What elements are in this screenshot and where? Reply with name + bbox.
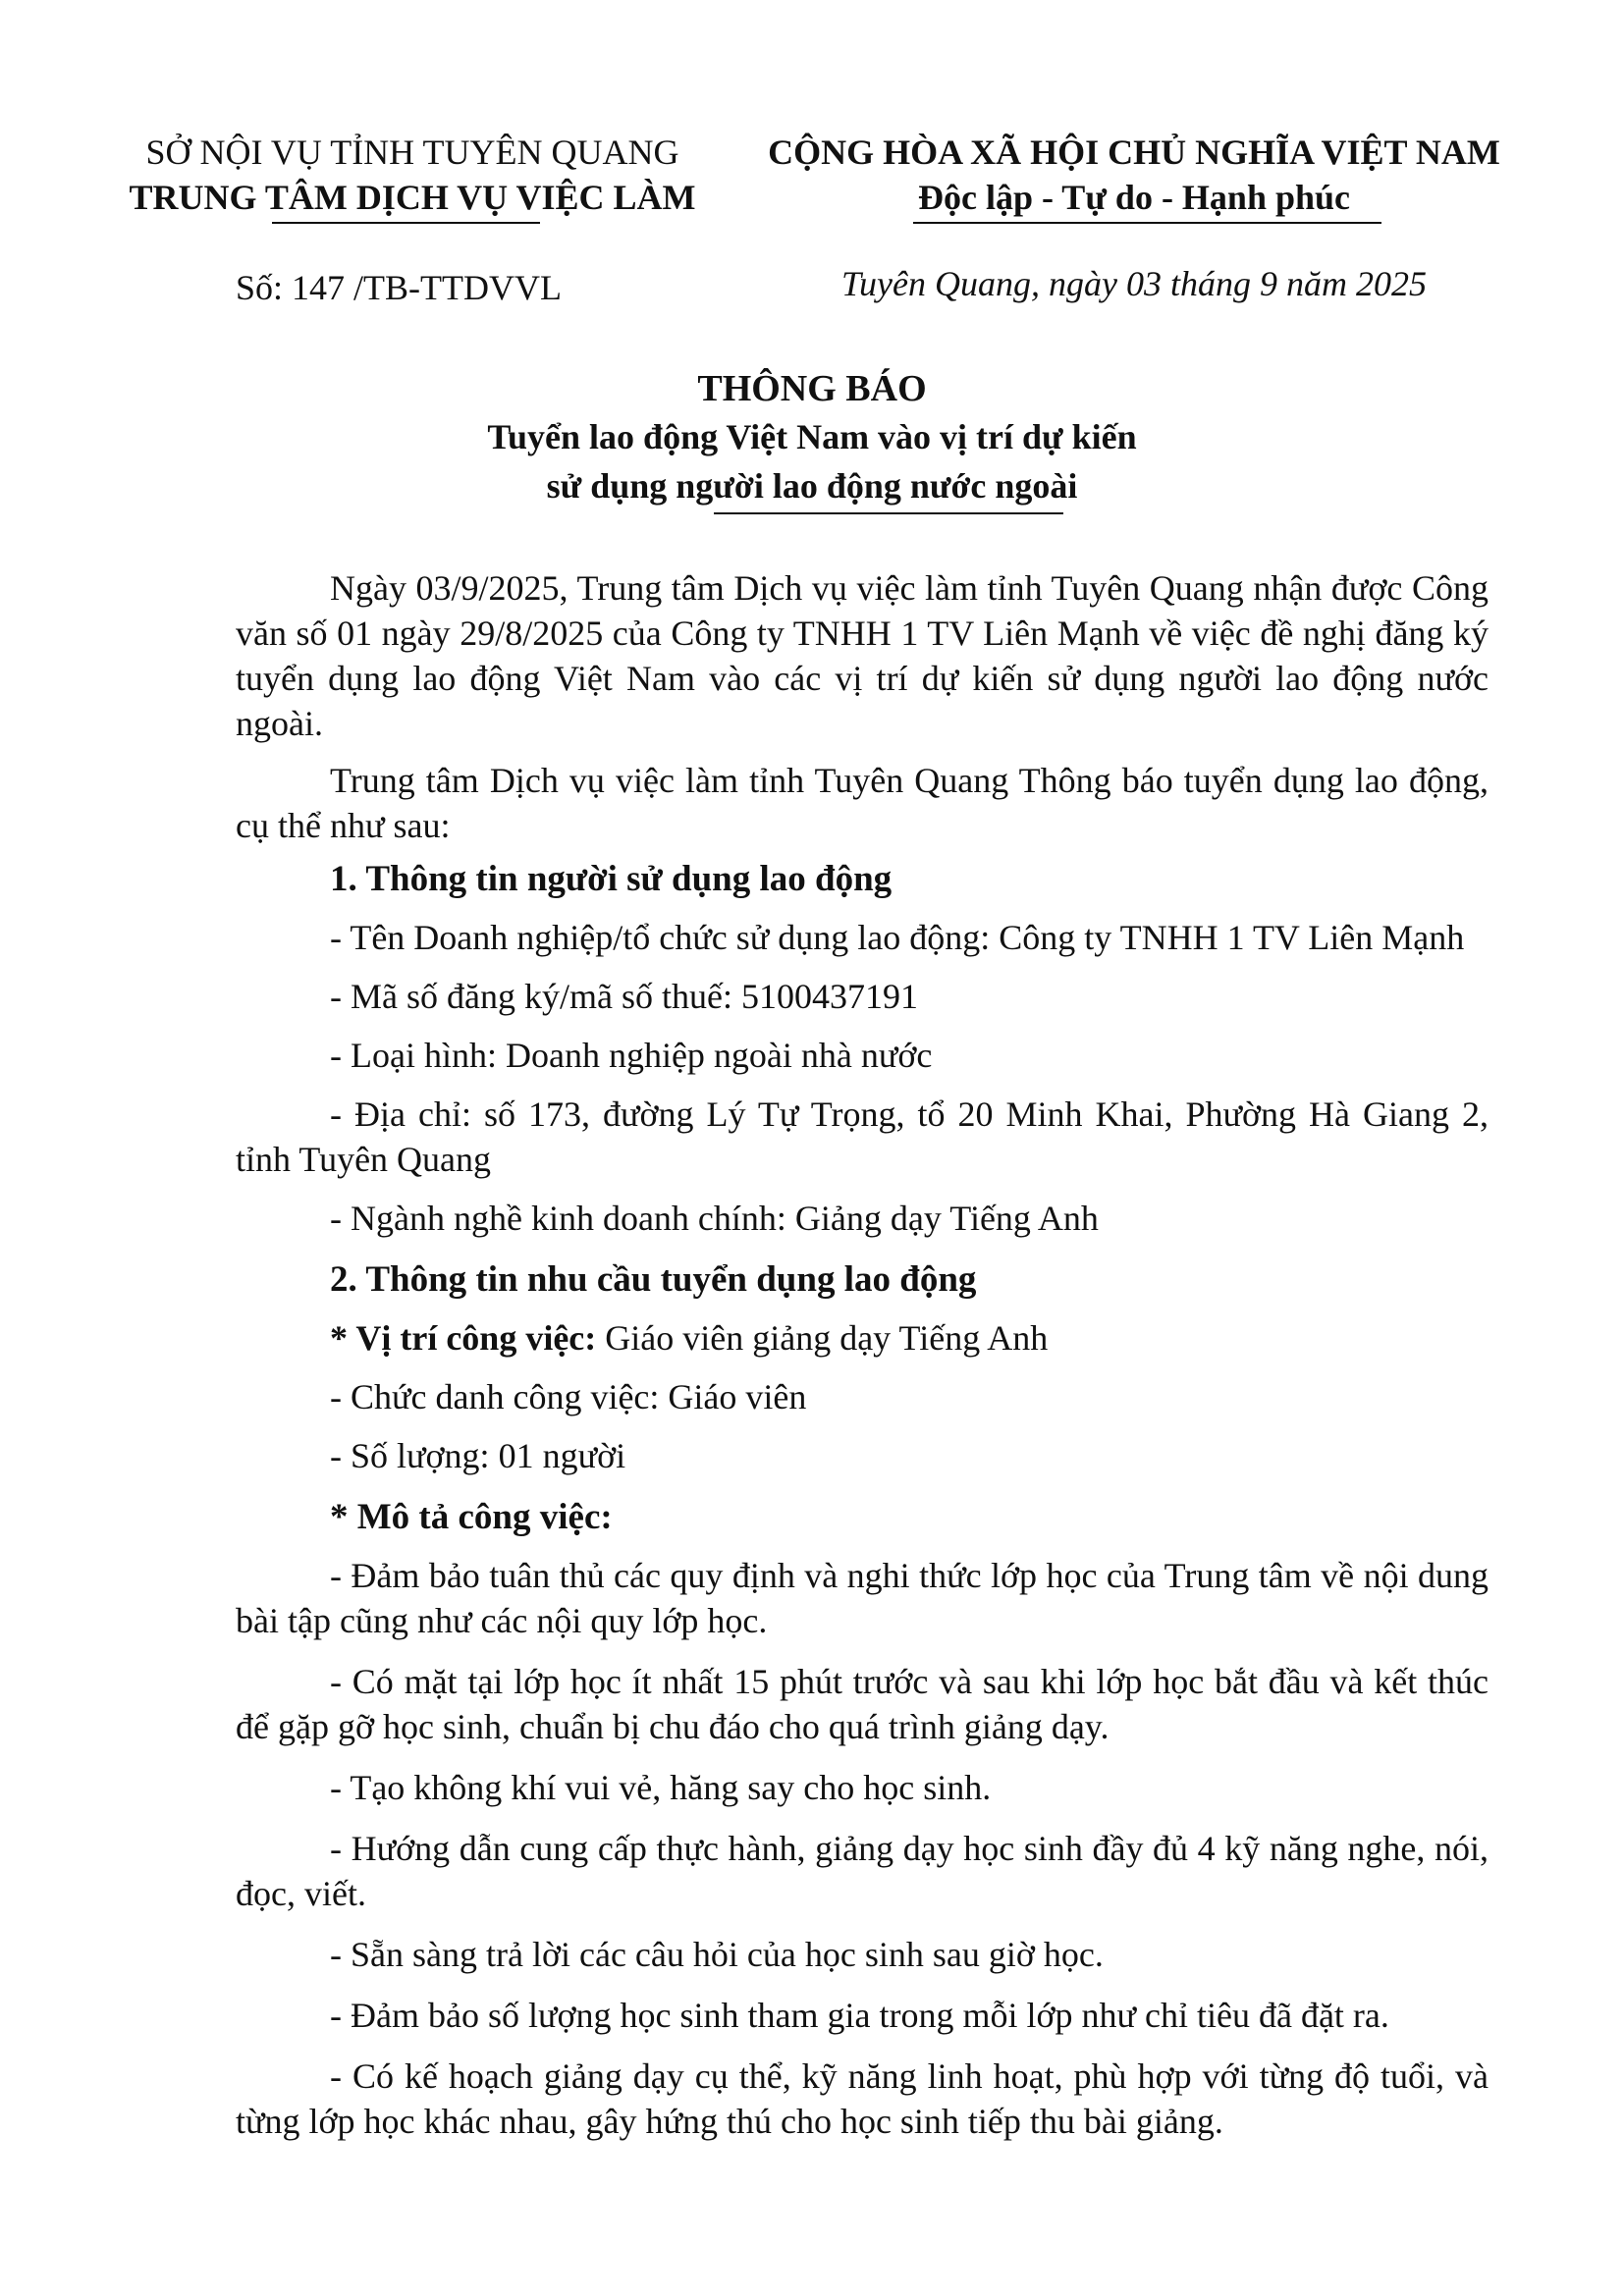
tax-code: - Mã số đăng ký/mã số thuế: 5100437191 [330,977,918,1016]
job-title: - Chức danh công việc: Giáo viên [330,1377,807,1416]
job-position [236,1315,1489,1361]
document-number: Số: 147 /TB-TTDVVL [236,268,562,307]
job-duty-item: - Tạo không khí vui vẻ, hăng say cho học sinh. [330,1768,992,1807]
issuing-agency: TRUNG TÂM DỊCH VỤ VIỆC LÀM [129,178,696,217]
place-and-date: Tuyên Quang, ngày 03 tháng 9 năm 2025 [841,264,1427,303]
job-duty-item: - Có mặt tại lớp học ít nhất 15 phút trước và sau khi lớp học bắt đầu và kết thúc để gặp gỡ học sinh, chuẩn bị chu đáo cho quá trình giảng dạy. [236,1662,1489,1746]
national-motto-header [741,130,1527,220]
job-duty-item: - Hướng dẫn cung cấp thực hành, giảng dạy học sinh đầy đủ 4 kỹ năng nghe, nói, đọc, viết. [236,1829,1489,1913]
intro-paragraph: Ngày 03/9/2025, Trung tâm Dịch vụ việc làm tỉnh Tuyên Quang nhận được Công văn số 01 ngày 29/8/2025 của Công ty TNHH 1 TV Liên Mạnh về việc đề nghị đăng ký tuyển dụng lao động Việt Nam vào các vị trí dự kiến sử dụng người lao động nước ngoài. [236,568,1489,743]
job-description-heading: * Mô tả công việc: [330,1497,613,1537]
motto-underline [913,222,1381,224]
job-duty-item: - Sẵn sàng trả lời các câu hỏi của học sinh sau giờ học. [330,1935,1104,1974]
agency-underline [272,222,540,224]
announcement-paragraph: Trung tâm Dịch vụ việc làm tỉnh Tuyên Quang Thông báo tuyển dụng lao động, cụ thể như sau: [236,761,1489,845]
document-title-block [0,365,1624,510]
job-quantity: - Số lượng: 01 người [330,1436,626,1475]
job-duty-item: - Đảm bảo tuân thủ các quy định và nghi thức lớp học của Trung tâm về nội dung bài tập cũng như các nội quy lớp học. [236,1556,1489,1640]
title-underline [714,512,1063,514]
parent-agency: SỞ NỘI VỤ TỈNH TUYÊN QUANG [145,133,679,172]
country-name: CỘNG HÒA XÃ HỘI CHỦ NGHĨA VIỆT NAM [768,133,1500,172]
document-body [236,565,1489,2160]
job-duty-item: - Có kế hoạch giảng dạy cụ thể, kỹ năng linh hoạt, phù hợp với từng độ tuổi, và từng lớp học khác nhau, gây hứng thú cho học sinh tiếp thu bài giảng. [236,2056,1489,2141]
document-subtitle-line1: Tuyển lao động Việt Nam vào vị trí dự kiến [487,417,1137,456]
section-1-heading: 1. Thông tin người sử dụng lao động [330,859,893,899]
document-subtitle-line2: sử dụng người lao động nước ngoài [546,466,1078,506]
section-2-heading: 2. Thông tin nhu cầu tuyển dụng lao động [330,1259,977,1300]
document-title: THÔNG BÁO [697,368,927,409]
job-duty-item: - Đảm bảo số lượng học sinh tham gia trong mỗi lớp như chỉ tiêu đã đặt ra. [330,1996,1389,2035]
business-type: - Loại hình: Doanh nghiệp ngoài nhà nước [330,1036,933,1075]
job-position-value: Giáo viên giảng dạy Tiếng Anh [596,1318,1049,1358]
employer-name: - Tên Doanh nghiệp/tổ chức sử dụng lao động: Công ty TNHH 1 TV Liên Mạnh [330,918,1465,957]
employer-address: - Địa chỉ: số 173, đường Lý Tự Trọng, tổ 20 Minh Khai, Phường Hà Giang 2, tỉnh Tuyên Quang [236,1095,1489,1179]
job-position-label: * Vị trí công việc: [330,1318,597,1358]
issuing-agency-header [108,130,717,220]
national-motto: Độc lập - Tự do - Hạnh phúc [917,178,1351,217]
main-business-line: - Ngành nghề kinh doanh chính: Giảng dạy Tiếng Anh [330,1199,1099,1238]
